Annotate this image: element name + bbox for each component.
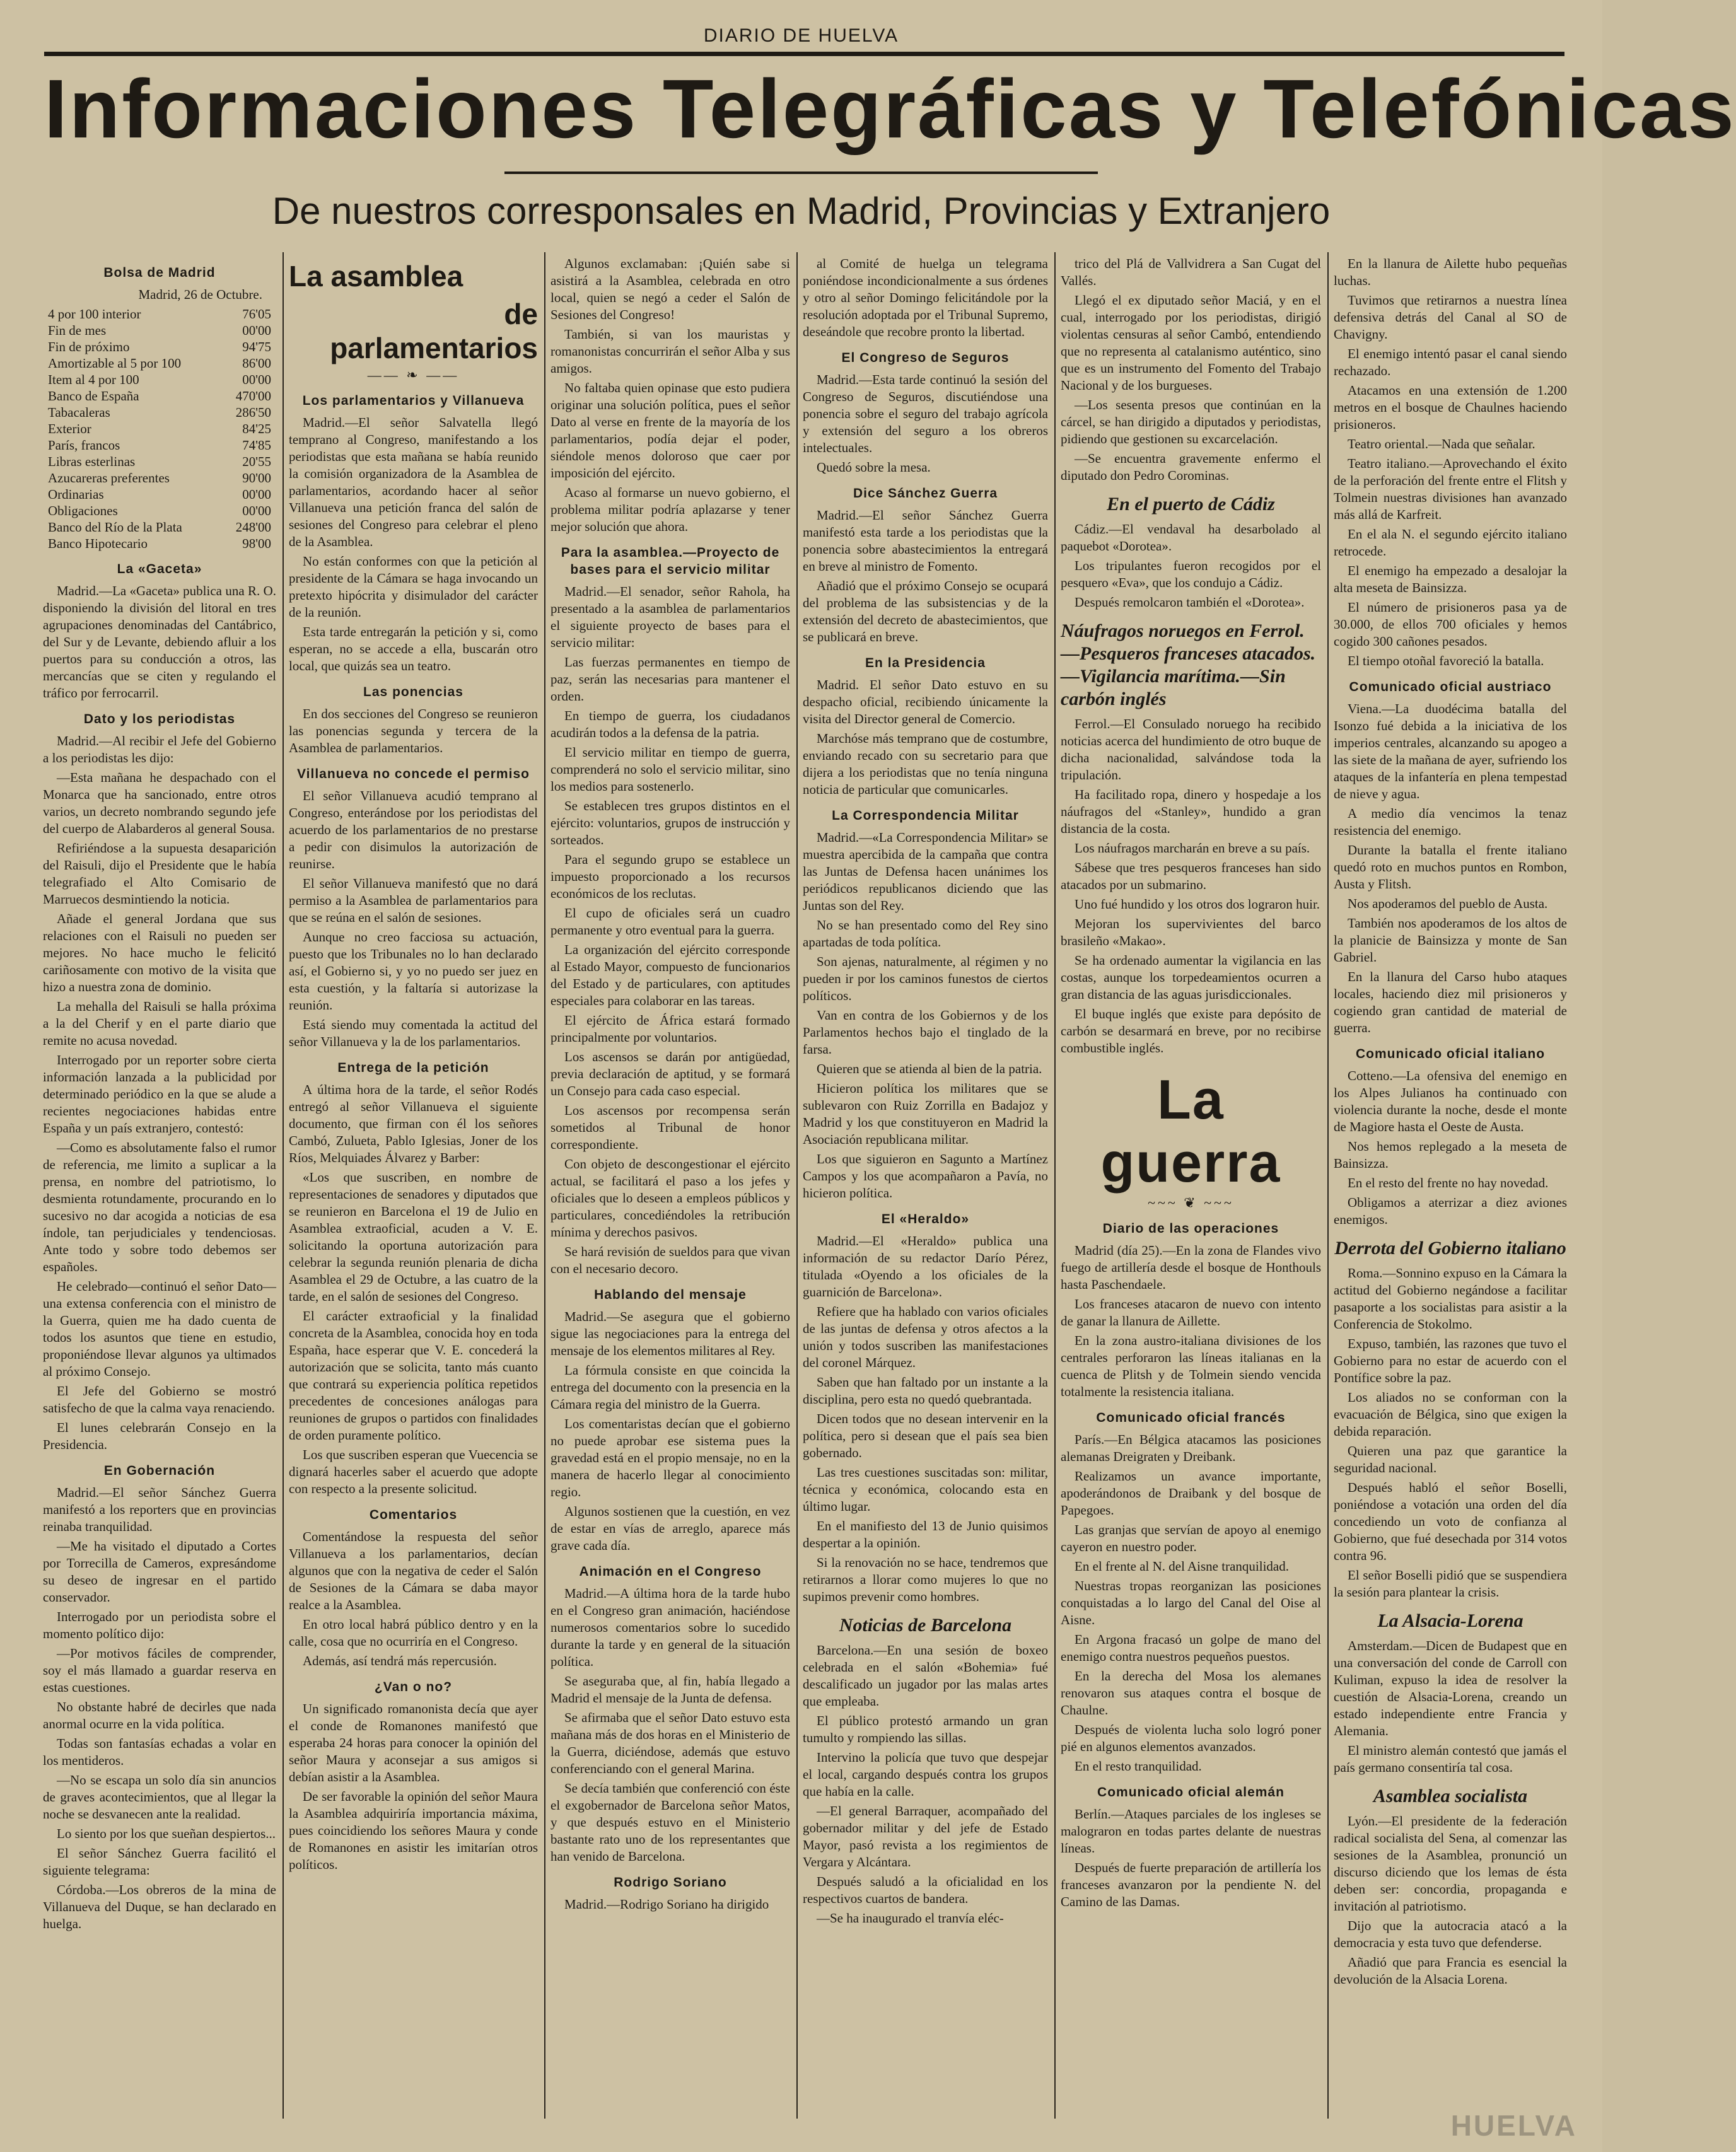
bolsa-label: Exterior — [48, 421, 91, 436]
section-heading: Las ponencias — [363, 685, 463, 699]
bolsa-value: 74'85 — [242, 438, 271, 453]
paragraph: Se ha ordenado aumentar la vigilancia en las costas, aunque los torpedeamientos ocurren a gran distancia de las aguas jurisdiccionales. — [1061, 953, 1321, 1002]
paragraph: Los franceses atacaron de nuevo con intento de ganar la llanura de Aillette. — [1061, 1296, 1321, 1329]
bolsa-table — [43, 306, 276, 552]
paragraph: Las fuerzas permanentes en tiempo de paz, serán las necesarias para mantener el orden. — [551, 654, 790, 704]
article-body — [551, 1896, 790, 1913]
article-body — [551, 255, 790, 535]
column-rule — [1054, 252, 1056, 2119]
top-rule-thick — [44, 52, 1564, 56]
bolsa-value: 248'00 — [235, 520, 271, 535]
paragraph: En el resto del frente no hay novedad. — [1348, 1175, 1549, 1190]
column-5 — [1061, 255, 1321, 2122]
article-body — [1334, 701, 1567, 1037]
paragraph: El enemigo ha empezado a desalojar la alta meseta de Bainsizza. — [1334, 563, 1567, 595]
article-body — [1061, 1806, 1321, 1911]
paragraph: trico del Plá de Vallvidrera a San Cugat del Vallés. — [1061, 256, 1321, 288]
section-heading: La Alsacia-Lorena — [1377, 1610, 1523, 1631]
paragraph: Tuvimos que retirarnos a nuestra línea defensiva detrás del Canal al SO de Chavigny. — [1334, 293, 1567, 342]
paragraph: Añade el general Jordana que sus relaciones con el Raisuli no pueden ser mejores. No hace mucho le felicitó cariñosamente con motivo de la visita que hizo a nuestra zona de dominio. — [43, 911, 276, 994]
paragraph: Nos apoderamos del pueblo de Austa. — [1348, 896, 1548, 911]
paragraph: Madrid.—A última hora de la tarde hubo en el Congreso gran animación, haciéndose numerosos comentarios sobre lo sucedido durante la tarde y en general de la situación política. — [551, 1586, 790, 1669]
paragraph: Viena.—La duodécima batalla del Isonzo fué debida a la iniciativa de los imperios centrales, alcanzando su apogeo a las siete de la mañana de ayer, sufriendo los ataques de la infantería en plena tempestad de nieve y agua. — [1334, 701, 1567, 801]
paragraph: He celebrado—continuó el señor Dato—una extensa conferencia con el ministro de la Guerra, quien me ha dado cuenta de todos los asuntos que tiene en estudio, proponiéndose llevar algunos ya ultimados al próximo Consejo. — [43, 1279, 276, 1379]
paragraph: Córdoba.—Los obreros de la mina de Villanueva del Duque, se han declarado en huelga. — [43, 1882, 276, 1931]
paragraph: —Me ha visitado el diputado a Cortes por Torrecilla de Cameros, expresándome su deseo de ingresar en el partido conservador. — [43, 1538, 276, 1605]
bolsa-row — [43, 339, 276, 355]
article-body — [43, 583, 276, 702]
paragraph: —Esta mañana he despachado con el Monarca que ha sancionado, entre otros varios, un decreto nombrando segundo jefe del cuerpo de Alabarderos al general Sousa. — [43, 770, 276, 836]
article-body — [289, 788, 538, 1050]
paragraph: Se aseguraba que, al fin, había llegado a Madrid el mensaje de la Junta de defensa. — [551, 1673, 790, 1706]
paragraph: Quedó sobre la mesa. — [817, 460, 931, 475]
paragraph: París.—En Bélgica atacamos las posiciones alemanas Dreigraten y Dreibank. — [1061, 1432, 1321, 1464]
paragraph: —No se escapa un solo día sin anuncios de graves acontecimientos, que al llegar la noche se desvanecen ante la realidad. — [43, 1772, 276, 1822]
paragraph: El señor Boselli pidió que se suspendiera la sesión para plantear la crisis. — [1334, 1567, 1567, 1600]
paragraph: El carácter extraoficial y la finalidad concreta de la Asamblea, conocida hoy en toda España, hace esperar que V. E. concederá la autorización que se solicita, tanto más cuanto que contrará su experiencia política repetidos precedentes de concesiones análogas para reuniones de grupos o partidos con finalidades de orden puramente político. — [289, 1308, 538, 1443]
section-heading: La Correspondencia Militar — [832, 808, 1019, 823]
paragraph: En el manifiesto del 13 de Junio quisimos despertar a la opinión. — [803, 1518, 1048, 1550]
paragraph: Añadió que el próximo Consejo se ocupará del problema de las subsistencias y de la extensión del decreto de abastecimientos, que se publicará en breve. — [803, 578, 1048, 644]
paragraph: Madrid (día 25).—En la zona de Flandes vivo fuego de artillería desde el bosque de Honthouls hasta Paschendaele. — [1061, 1243, 1321, 1292]
bolsa-row — [43, 388, 276, 404]
masthead: Informaciones Telegráficas y Telefónicas — [44, 62, 1736, 155]
article-title: de parlamentarios — [330, 298, 538, 364]
bolsa-value: 286'50 — [235, 405, 271, 420]
bolsa-row — [43, 453, 276, 470]
paragraph: Acaso al formarse un nuevo gobierno, el problema militar podría aplazarse y tener mejor solución que ahora. — [551, 485, 790, 534]
paragraph: El número de prisioneros pasa ya de 30.000, de ellos 700 oficiales y hemos cogido 300 cañones pesados. — [1334, 600, 1567, 649]
bolsa-row — [43, 371, 276, 388]
bolsa-value: 00'00 — [242, 503, 271, 518]
section-heading: Rodrigo Soriano — [614, 1875, 727, 1890]
paragraph: Lyón.—El presidente de la federación radical socialista del Sena, al comenzar las sesiones de la Asamblea, pronunció un discurso diciendo que los lemas de ésta deben ser: concordia, propaganda e invitación al patriotismo. — [1334, 1813, 1567, 1914]
section-heading: Comunicado oficial alemán — [1097, 1785, 1285, 1800]
section-heading: Derrota del Gobierno italiano — [1334, 1238, 1566, 1259]
paragraph: Madrid.—Se asegura que el gobierno sigue las negociaciones para la entrega del mensaje de los elementos militares al Rey. — [551, 1309, 790, 1358]
column-rule — [1327, 252, 1329, 2119]
paragraph: —Por motivos fáciles de comprender, soy el más llamado a guardar reserva en estas cuestiones. — [43, 1646, 276, 1695]
section-heading: ¿Van o no? — [374, 1680, 453, 1694]
bolsa-value: 00'00 — [242, 323, 271, 338]
article-body — [43, 733, 276, 1453]
section-heading: Bolsa de Madrid — [103, 265, 216, 280]
section-heading: Animación en el Congreso — [579, 1564, 762, 1579]
article-body — [551, 1585, 790, 1865]
section-heading: En la Presidencia — [865, 656, 986, 670]
paragraph: Con objeto de descongestionar el ejército actual, se facilitará el paso a los jefes y oficiales que lo deseen a empleos públicos y particulares, concediéndoles la retribución mínima y derechos pasivos. — [551, 1156, 790, 1240]
bolsa-row — [43, 421, 276, 437]
paragraph: Madrid.—El señor Salvatella llegó temprano al Congreso, manifestando a los periodistas que esta mañana se había reunido la comisión organizadora de la Asamblea de parlamentarios, acordando hacer al señor Villanueva una petición franca del salón de sesiones del Congreso para celebrar el pleno de la Asamblea. — [289, 415, 538, 549]
paragraph: Saben que han faltado por un instante a la disciplina, pero esta no quedó quebrantada. — [803, 1375, 1048, 1407]
paragraph: Esta tarde entregarán la petición y si, como esperan, no se accede a ella, buscarán otro local, que quizás sea un teatro. — [289, 624, 538, 673]
paragraph: Madrid.—El senador, señor Rahola, ha presentado a la asamblea de parlamentarios el siguiente proyecto de bases para el servicio militar: — [551, 584, 790, 650]
paragraph: En tiempo de guerra, los ciudadanos acudirán todos a la defensa de la patria. — [551, 708, 790, 740]
paragraph: Un significado romanonista decía que ayer el conde de Romanones manifestó que esperaba 24 horas para conocer la opinión del señor Maura y aconsejar a sus amigos si debían asistir a la Asamblea. — [289, 1701, 538, 1784]
paragraph: El cupo de oficiales será un cuadro permanente y otro eventual para la guerra. — [551, 905, 790, 938]
section-heading: Los parlamentarios y Villanueva — [302, 393, 525, 408]
section-heading: Náufragos noruegos en Ferrol.—Pesqueros franceses atacados.—Vigilancia marítima.—Sin carbón inglés — [1061, 620, 1316, 709]
section-heading: Comunicado oficial austriaco — [1349, 680, 1552, 694]
bolsa-value: 00'00 — [242, 372, 271, 387]
paragraph: Llegó el ex diputado señor Maciá, y en el cual, interrogado por los periodistas, dirigió violentas censuras al señor Cambó, entendiendo que no representa al catalanismo auténtico, sino que es un instrumento del Fomento del Trabajo Nacional y de los burgueses. — [1061, 293, 1321, 393]
bolsa-value: 86'00 — [242, 356, 271, 371]
paragraph: Interrogado por un periodista sobre el momento político dijo: — [43, 1609, 276, 1641]
paragraph: Todas son fantasías echadas a volar en los mentideros. — [43, 1736, 276, 1768]
section-heading: Hablando del mensaje — [594, 1288, 747, 1302]
section-heading: Entrega de la petición — [337, 1061, 489, 1075]
paragraph: Después de violenta lucha solo logró poner pié en algunos elementos avanzados. — [1061, 1722, 1321, 1754]
paragraph: Barcelona.—En una sesión de boxeo celebrada en el salón «Bohemia» fué descalificado un jugador por las malas artes que empleaba. — [803, 1643, 1048, 1709]
paragraph: Nos hemos replegado a la meseta de Bainsizza. — [1334, 1139, 1567, 1171]
bolsa-label: Ordinarias — [48, 487, 104, 502]
bolsa-row — [43, 404, 276, 421]
bolsa-date: Madrid, 26 de Octubre. — [138, 287, 262, 302]
article-body — [289, 414, 538, 675]
paragraph: En otro local habrá público dentro y en la calle, cosa que no ocurriría en el Congreso. — [289, 1617, 538, 1649]
bolsa-value: 98'00 — [242, 536, 271, 551]
paragraph: Se hará revisión de sueldos para que vivan con el necesario decoro. — [551, 1244, 790, 1276]
column-4 — [803, 255, 1048, 2122]
paragraph: Los ascensos se darán por antigüedad, previa declaración de aptitud, y se formará un Consejo para cada caso especial. — [551, 1049, 790, 1098]
paragraph: El señor Villanueva manifestó que no dará permiso a la Asamblea de parlamentarios para que se reúna en el salón de sesiones. — [289, 876, 538, 925]
paragraph: El Jefe del Gobierno se mostró satisfecho de que la calma vaya renaciendo. — [43, 1383, 276, 1416]
bolsa-label: Banco de España — [48, 388, 139, 404]
bolsa-label: Banco del Río de la Plata — [48, 520, 182, 535]
paragraph: Interrogado por un reporter sobre cierta información lanzada a la publicidad por determinado periódico en la que se alude a recientes negociaciones habidas entre España y un país extranjero, contestó: — [43, 1052, 276, 1136]
paragraph: Madrid.—La «Gaceta» publica una R. O. disponiendo la división del litoral en tres agrupaciones denominadas del Cantábrico, del Sur y de Levante, debiendo afluir a los puertos para su conducción a otros, las mercancías que se citen y regulando el tráfico por ferrocarril. — [43, 583, 276, 701]
paragraph: Refiere que ha hablado con varios oficiales de las juntas de defensa y otros afectos a la unión y todos suscriben las manifestaciones del coronel Márquez. — [803, 1304, 1048, 1370]
article-body — [289, 1528, 538, 1670]
paragraph: Hicieron política los militares que se sublevaron con Ruiz Zorrilla en Badajoz y Madrid y los que constituyeron en Madrid la Asociación republicana militar. — [803, 1081, 1048, 1147]
bolsa-value: 470'00 — [235, 388, 271, 404]
paragraph: No faltaba quien opinase que esto pudiera originar una solución política, pues el señor Dato al verse en frente de la mayoría de los parlamentarios, podía dejar el poder, siéndole menos doloroso que caer por imposición del ejército. — [551, 380, 790, 480]
paragraph: Madrid. El señor Dato estuvo en su despacho oficial, recibiendo únicamente la visita del Director general de Comercio. — [803, 677, 1048, 726]
section-heading: Asamblea socialista — [1373, 1786, 1528, 1806]
paragraph: Madrid.—El señor Sánchez Guerra manifestó a los reporters que en provincias reinaba tranquilidad. — [43, 1485, 276, 1534]
paragraph: Dicen todos que no desean intervenir en la política, pero si desean que el país sea bien gobernado. — [803, 1411, 1048, 1460]
paragraph: La fórmula consiste en que coincida la entrega del documento con la presencia en la Cámara regia del ministro de la Guerra. — [551, 1363, 790, 1412]
bolsa-label: Amortizable al 5 por 100 — [48, 356, 182, 371]
paragraph: La organización del ejército corresponde al Estado Mayor, compuesto de funcionarios del Estado y de particulares, con aptitudes especiales para colaborar en las tareas. — [551, 942, 790, 1008]
bolsa-label: Libras esterlinas — [48, 454, 136, 469]
paragraph: «Los que suscriben, en nombre de representaciones de senadores y diputados que se reunieron en Barcelona el 19 de Julio en Asamblea extraoficial, acuden a V. E. solicitando la oportuna autorización para celebrar la segunda reunión plenaria de dicha Asamblea el 29 de Octubre, a las cuatro de la tarde, en el salón de sesiones del Congreso. — [289, 1170, 538, 1304]
paragraph: Además, así tendrá más repercusión. — [303, 1653, 497, 1668]
bolsa-value: 00'00 — [242, 487, 271, 502]
column-rule — [796, 252, 798, 2119]
paragraph: Los comentaristas decían que el gobierno no puede aprobar ese sistema pues la gravedad está en el propio mensaje, no en la manera de hacerlo llegar al conocimiento regio. — [551, 1416, 790, 1499]
bolsa-label: Fin de mes — [48, 323, 107, 338]
bolsa-value: 94'75 — [242, 339, 271, 354]
section-heading: Comunicado oficial francés — [1096, 1410, 1286, 1425]
paragraph: Está siendo muy comentada la actitud del señor Villanueva y la de los parlamentarios. — [289, 1017, 538, 1049]
section-heading: Noticias de Barcelona — [839, 1615, 1012, 1636]
bolsa-row — [43, 322, 276, 339]
paragraph: Roma.—Sonnino expuso en la Cámara la actitud del Gobierno negándose a facilitar pasaporte a los socialistas para asistir a la Conferencia de Stokolmo. — [1334, 1265, 1567, 1332]
paragraph: Marchóse más temprano que de costumbre, enviando recado con su secretario para que dijera a los periodistas que no tenía ninguna noticia de particular que comunicarles. — [803, 731, 1048, 797]
bolsa-row — [43, 519, 276, 535]
article-body — [1061, 1242, 1321, 1400]
separator-ornament: ~~~ ❦ ~~~ — [1148, 1195, 1234, 1211]
paragraph: Los náufragos marcharán en breve a su país. — [1075, 840, 1310, 856]
paragraph: Realizamos un avance importante, apoderándonos de Draibank y del bosque de Papegoes. — [1061, 1469, 1321, 1518]
paragraph: Quieren una paz que garantice la seguridad nacional. — [1334, 1443, 1567, 1475]
section-heading: En Gobernación — [103, 1463, 216, 1478]
paragraph: En la zona austro-italiana divisiones de los centrales perforaron las líneas italianas en la cuenca de Plitsh y de Tolmein siendo vencida totalmente la resistencia italiana. — [1061, 1333, 1321, 1399]
separator-ornament: —— ❧ —— — [367, 367, 460, 383]
paragraph: El enemigo intentó pasar el canal siendo rechazado. — [1334, 346, 1567, 378]
article-body — [1334, 1813, 1567, 1988]
paragraph: El tiempo otoñal favoreció la batalla. — [1348, 653, 1544, 668]
paragraph: A medio día vencimos la tenaz resistencia del enemigo. — [1334, 806, 1567, 838]
article-body — [289, 1081, 538, 1498]
paragraph: En Argona fracasó un golpe de mano del enemigo contra nuestros pequeños puestos. — [1061, 1632, 1321, 1664]
section-heading: El «Heraldo» — [881, 1212, 970, 1226]
paragraph: Algunos exclamaban: ¡Quién sabe si asistirá a la Asamblea, celebrada en otro local, quien se negó a ceder el Salón de Sesiones del Congreso! — [551, 256, 790, 322]
bolsa-label: Fin de próximo — [48, 339, 130, 354]
paragraph: Madrid.—El «Heraldo» publica una información de su redactor Darío Pérez, titulada «Oyendo a los oficiales de la guarnición de Barcelona». — [803, 1233, 1048, 1300]
section-heading: Comunicado oficial italiano — [1355, 1047, 1546, 1061]
paragraph: La mehalla del Raisuli se halla próxima a la del Cherif y en el parte diario que remite no acusa novedad. — [43, 999, 276, 1048]
paragraph: —Como es absolutamente falso el rumor de referencia, me limito a suplicar a la prensa, en nombre del patriotismo, lo desmienta rotundamente, procurando en lo sucesivo no dar acogida a noticias de esa índole, tan perjudiciales y tendenciosas. Ante todo y sobre todo debemos ser españoles. — [43, 1140, 276, 1274]
section-heading: Comentarios — [369, 1508, 458, 1522]
paragraph: Los que siguieron en Sagunto a Martínez Campos y los que acompañaron a Pavía, no hicieron política. — [803, 1151, 1048, 1201]
paragraph: Teatro oriental.—Nada que señalar. — [1348, 436, 1535, 451]
paragraph: El buque inglés que existe para depósito de carbón se desarmará en breve, por no recibirse combustible inglés. — [1061, 1006, 1321, 1056]
section-heading: En el puerto de Cádiz — [1107, 494, 1275, 515]
paragraph: No están conformes con que la petición al presidente de la Cámara se haga invocando un pretexto hipócrita y disimulador del carácter de la reunión. — [289, 554, 538, 620]
article-body — [803, 1233, 1048, 1605]
paragraph: Ha facilitado ropa, dinero y hospedaje a los náufragos del «Stanley», hundido a gran distancia de la costa. — [1061, 787, 1321, 836]
article-body — [551, 583, 790, 1277]
paragraph: De ser favorable la opinión del señor Maura la Asamblea adquiriría importancia máxima, pues coincidiendo los señores Maura y conde de Romanones en asistir les imitarían otros políticos. — [289, 1789, 538, 1872]
paragraph: —Se ha inaugurado el tranvía eléc- — [817, 1911, 1004, 1926]
paragraph: Madrid.—Esta tarde continuó la sesión del Congreso de Seguros, discutiéndose una ponencia sobre el seguro del trabajo agrícola y extensión del seguro a los obreros intelectuales. — [803, 372, 1048, 455]
paragraph: Los aliados no se conforman con la evacuación de Bélgica, sino que exigen la debida reparación. — [1334, 1390, 1567, 1439]
bolsa-label: Tabacaleras — [48, 405, 110, 420]
paragraph: Después saludó a la oficialidad en los respectivos cuartos de bandera. — [803, 1874, 1048, 1906]
paragraph: Van en contra de los Gobiernos y de los Parlamentos hechos bajo el tinglado de la farsa. — [803, 1008, 1048, 1057]
article-body — [1061, 255, 1321, 484]
paragraph: A última hora de la tarde, el señor Rodés entregó al señor Villanueva el siguiente documento, que firman con él los señores Cambó, Zulueta, Pablo Iglesias, Joner de los Ríos, Melquiades Álvarez y Barber: — [289, 1082, 538, 1165]
paragraph: El público protestó armando un gran tumulto y rompiendo las sillas. — [803, 1713, 1048, 1745]
column-rule — [283, 252, 284, 2119]
column-1 — [43, 255, 276, 2122]
paragraph: Uno fué hundido y los otros dos lograron huir. — [1075, 897, 1320, 912]
column-rule — [544, 252, 545, 2119]
paragraph: al Comité de huelga un telegrama poniéndose incondicionalmente a sus órdenes y otro al señor Domingo felicitándole por la resolución adoptada por el Tribunal Supremo, deseándole que recobre pronto la libertad. — [803, 256, 1048, 339]
article-body — [43, 1484, 276, 1933]
paragraph: Cádiz.—El vendaval ha desarbolado al paquebot «Dorotea». — [1061, 521, 1321, 554]
bolsa-label: Azucareras preferentes — [48, 470, 170, 486]
column-6 — [1334, 255, 1567, 2122]
paragraph: Madrid.—Rodrigo Soriano ha dirigido — [564, 1897, 769, 1912]
masthead-rule — [504, 172, 1098, 174]
paragraph: Las tres cuestiones suscitadas son: militar, técnica y económica, colocando esta en último lugar. — [803, 1465, 1048, 1514]
bolsa-label: París, francos — [48, 438, 120, 453]
bolsa-row — [43, 437, 276, 453]
paragraph: Madrid.—«La Correspondencia Militar» se muestra apercibida de la campaña que contra las Juntas de Defensa hacen unánimes los periódicos republicanos diciendo que las Juntas son del Rey. — [803, 830, 1048, 913]
bolsa-value: 84'25 — [242, 421, 271, 436]
article-body — [1334, 255, 1567, 670]
paragraph: El servicio militar en tiempo de guerra, comprenderá no solo el servicio militar, sino los medios para sostenerlo. — [551, 745, 790, 794]
bolsa-row — [43, 306, 276, 322]
article-body — [1334, 1637, 1567, 1776]
paragraph: El señor Sánchez Guerra facilitó el siguiente telegrama: — [43, 1846, 276, 1878]
bolsa-value: 20'55 — [242, 454, 271, 469]
paragraph: Madrid.—El señor Sánchez Guerra manifestó esta tarde a los periodistas que la ponencia sobre abastecimientos la entregará en breve al ministro de Fomento. — [803, 508, 1048, 574]
section-heading: Diario de las operaciones — [1102, 1221, 1279, 1236]
paragraph: Lo siento por los que sueñan despiertos... — [57, 1826, 276, 1841]
bolsa-value: 90'00 — [242, 470, 271, 486]
war-section-title: La guerra — [1100, 1068, 1281, 1194]
paragraph: Obligamos a aterrizar a diez aviones enemigos. — [1334, 1195, 1567, 1227]
article-body — [803, 1642, 1048, 1927]
paragraph: Los que suscriben esperan que Vuecencia se dignará hacerles saber el acuerdo que adopte con respecto a la presente solicitud. — [289, 1447, 538, 1496]
paragraph: No obstante habré de decirles que nada anormal ocurre en la vida política. — [43, 1699, 276, 1731]
section-heading: El Congreso de Seguros — [841, 351, 1010, 365]
bolsa-row — [43, 470, 276, 486]
paragraph: En el resto tranquilidad. — [1075, 1759, 1202, 1774]
paragraph: Después remolcaron también el «Dorotea». — [1075, 595, 1305, 610]
article-body — [289, 706, 538, 757]
paragraph: Sábese que tres pesqueros franceses han sido atacados por un submarino. — [1061, 860, 1321, 892]
article-body — [803, 829, 1048, 1202]
bolsa-row — [43, 355, 276, 371]
column-2 — [289, 255, 538, 2122]
paragraph: Son ajenas, naturalmente, al régimen y no pueden ir por los caminos funestos de ciertos políticos. — [803, 954, 1048, 1003]
article-body — [1061, 1431, 1321, 1775]
paragraph: Dijo que la autocracia atacó a la democracia y esta tuvo que defenderse. — [1334, 1918, 1567, 1950]
paragraph: —Se encuentra gravemente enfermo el diputado don Pedro Corominas. — [1061, 451, 1321, 483]
article-body — [803, 507, 1048, 646]
bolsa-label: 4 por 100 interior — [48, 306, 141, 322]
paragraph: Expuso, también, las razones que tuvo el Gobierno para no estar de acuerdo con el Pontífice sobre la paz. — [1334, 1336, 1567, 1385]
bolsa-label: Obligaciones — [48, 503, 118, 518]
paragraph: Las granjas que servían de apoyo al enemigo cayeron en nuestro poder. — [1061, 1522, 1321, 1554]
paragraph: Algunos sostienen que la cuestión, en vez de estar en vías de arreglo, aparece más grave cada día. — [551, 1504, 790, 1553]
paragraph: Para el segundo grupo se establece un impuesto proporcionado a los recursos económicos de los reclutas. — [551, 852, 790, 901]
article-body — [1334, 1265, 1567, 1601]
archive-stamp: HUELVA — [1450, 2109, 1577, 2142]
bolsa-row — [43, 486, 276, 503]
paragraph: Intervino la policía que tuvo que despejar el local, cargando después contra los grupos que había en la calle. — [803, 1750, 1048, 1799]
paragraph: —Los sesenta presos que continúan en la cárcel, se han dirigido a diputados y periodistas, pidiendo que gestionen su excarcelación. — [1061, 397, 1321, 446]
column-3 — [551, 255, 790, 2122]
paragraph: Mejoran los supervivientes del barco brasileño «Makao». — [1061, 916, 1321, 948]
paragraph: Nuestras tropas reorganizan las posiciones conquistadas a lo largo del Canal del Oise al Aisne. — [1061, 1578, 1321, 1627]
article-body — [803, 371, 1048, 476]
article-body — [1061, 716, 1321, 1057]
paragraph: En el ala N. el segundo ejército italiano retrocede. — [1334, 526, 1567, 559]
paragraph: El ministro alemán contestó que jamás el país germano consentiría tal cosa. — [1334, 1743, 1567, 1775]
paragraph: Comentándose la respuesta del señor Villanueva a los parlamentarios, decían algunos que con la negativa de ceder el Salón de Sesiones de la Cámara se daba mayor realce a la Asamblea. — [289, 1529, 538, 1612]
paragraph: Quieren que se atienda al bien de la patria. — [817, 1061, 1042, 1076]
article-body — [803, 255, 1048, 340]
paragraph: Los tripulantes fueron recogidos por el pesquero «Eva», que los condujo a Cádiz. — [1061, 558, 1321, 590]
paragraph: En el frente al N. del Aisne tranquilidad. — [1075, 1559, 1289, 1574]
bolsa-row — [43, 503, 276, 519]
subhead: De nuestros corresponsales en Madrid, Provincias y Extranjero — [272, 190, 1331, 232]
paragraph: También nos apoderamos de los altos de la planicie de Bainsizza y monte de San Gabriel. — [1334, 916, 1567, 965]
article-body — [551, 1308, 790, 1554]
paragraph: En la llanura de Ailette hubo pequeñas luchas. — [1334, 256, 1567, 288]
paragraph: Los ascensos por recompensa serán sometidos al Tribunal de honor correspondiente. — [551, 1103, 790, 1152]
running-header: DIARIO DE HUELVA — [703, 25, 899, 46]
paragraph: Se afirmaba que el señor Dato estuvo esta mañana más de dos horas en el Ministerio de la Guerra, diciéndose, además que estuvo conferenciando con el general Marina. — [551, 1710, 790, 1776]
bolsa-row — [43, 535, 276, 552]
section-heading: Dice Sánchez Guerra — [853, 486, 998, 501]
paragraph: En dos secciones del Congreso se reunieron las ponencias segunda y tercera de la Asamblea de parlamentarios. — [289, 706, 538, 755]
paragraph: Se establecen tres grupos distintos en el ejército: voluntarios, grupos de instrucción y sorteados. — [551, 798, 790, 847]
article-body — [289, 1701, 538, 1873]
paragraph: En la llanura del Carso hubo ataques locales, haciendo diez mil prisioneros y cogiendo gran cantidad de material de guerra. — [1334, 969, 1567, 1035]
paragraph: Aunque no creo facciosa su actuación, puesto que los Tribunales no lo han declarado así, el Gobierno si, y yo no puedo ser juez en esta cuestión, y la faltaría si autorizase la reunión. — [289, 929, 538, 1013]
paragraph: En la derecha del Mosa los alemanes renovaron sus ataques contra el bosque de Chaulne. — [1061, 1668, 1321, 1718]
section-heading: Dato y los periodistas — [83, 712, 236, 726]
paragraph: Amsterdam.—Dicen de Budapest que en una conversación del conde de Carroll con Kuliman, expuso la idea de resolver la cuestión de Alsacia-Lorena, creando un estado independiente entre Francia y Alemania. — [1334, 1638, 1567, 1738]
paragraph: También, si van los mauristas y romanonistas concurrirán el señor Alba y sus amigos. — [551, 327, 790, 376]
paragraph: Se decía también que conferenció con éste el exgobernador de Barcelona señor Matos, y que después estuvo en el Ministerio bastante rato uno de los representantes que han venido de Barcelona. — [551, 1781, 790, 1864]
paragraph: Refiriéndose a la supuesta desaparición del Raisuli, dijo el Presidente que le había telegrafiado el Alto Comisario de Marruecos desmintiendo la noticia. — [43, 840, 276, 907]
paragraph: No se han presentado como del Rey sino apartadas de toda política. — [803, 917, 1048, 950]
paragraph: Si la renovación no se hace, tendremos que retirarnos a llorar como mujeres lo que no supimos prevenir como hombres. — [803, 1555, 1048, 1604]
bolsa-label: Item al 4 por 100 — [48, 372, 139, 387]
paragraph: Después de fuerte preparación de artillería los franceses avanzaron por la pendiente N. del Camino de las Damas. — [1061, 1860, 1321, 1909]
paragraph: Berlín.—Ataques parciales de los ingleses se malograron en todas partes delante de nuestras líneas. — [1061, 1806, 1321, 1856]
paragraph: Teatro italiano.—Aprovechando el éxito de la perforación del frente entre el Flitsh y Tolmein nuestras divisiones han avanzado más allá de Karfreit. — [1334, 456, 1567, 522]
article-title: La asamblea — [289, 260, 463, 293]
article-body — [803, 677, 1048, 798]
article-body — [1334, 1067, 1567, 1228]
paragraph: El lunes celebrarán Consejo en la Presidencia. — [43, 1420, 276, 1452]
paragraph: Después habló el señor Boselli, poniéndose a votación una orden del día concediendo un voto de confianza al Gobierno, que fué desechada por 314 votos contra 96. — [1334, 1480, 1567, 1563]
section-heading: La «Gaceta» — [117, 562, 202, 576]
bolsa-value: 76'05 — [242, 306, 271, 322]
section-heading: Villanueva no concede el permiso — [297, 767, 530, 781]
paragraph: Atacamos en una extensión de 1.200 metros en el bosque de Chaulnes haciendo prisioneros. — [1334, 383, 1567, 432]
section-heading: Para la asamblea.—Proyecto de bases para el servicio militar — [561, 545, 780, 577]
paragraph: Madrid.—Al recibir el Jefe del Gobierno a los periodistas les dijo: — [43, 733, 276, 765]
paragraph: Añadió que para Francia es esencial la devolución de la Alsacia Lorena. — [1334, 1955, 1567, 1987]
paragraph: Durante la batalla el frente italiano quedó roto en muchos puntos en Rombon, Austa y Flitsh. — [1334, 842, 1567, 892]
paragraph: Ferrol.—El Consulado noruego ha recibido noticias acerca del hundimiento de otro buque de dicha nacionalidad, salvándose toda la tripulación. — [1061, 716, 1321, 782]
paragraph: El ejército de África estará formado principalmente por voluntarios. — [551, 1013, 790, 1045]
paragraph: Cotteno.—La ofensiva del enemigo en los Alpes Julianos ha continuado con violencia durante la noche, desde el monte de Magiore hasta el Oeste de Austa. — [1334, 1068, 1567, 1134]
paragraph: El señor Villanueva acudió temprano al Congreso, enterándose por los periodistas del acuerdo de los parlamentarios de no prestarse a pedir con disimulos la autorización de reunirse. — [289, 788, 538, 871]
article-body — [1061, 521, 1321, 611]
paragraph: —El general Barraquer, acompañado del gobernador militar y del jefe de Estado Mayor, pasó revista a los regimientos de Vergara y Alcántara. — [803, 1803, 1048, 1870]
bolsa-label: Banco Hipotecario — [48, 536, 148, 551]
